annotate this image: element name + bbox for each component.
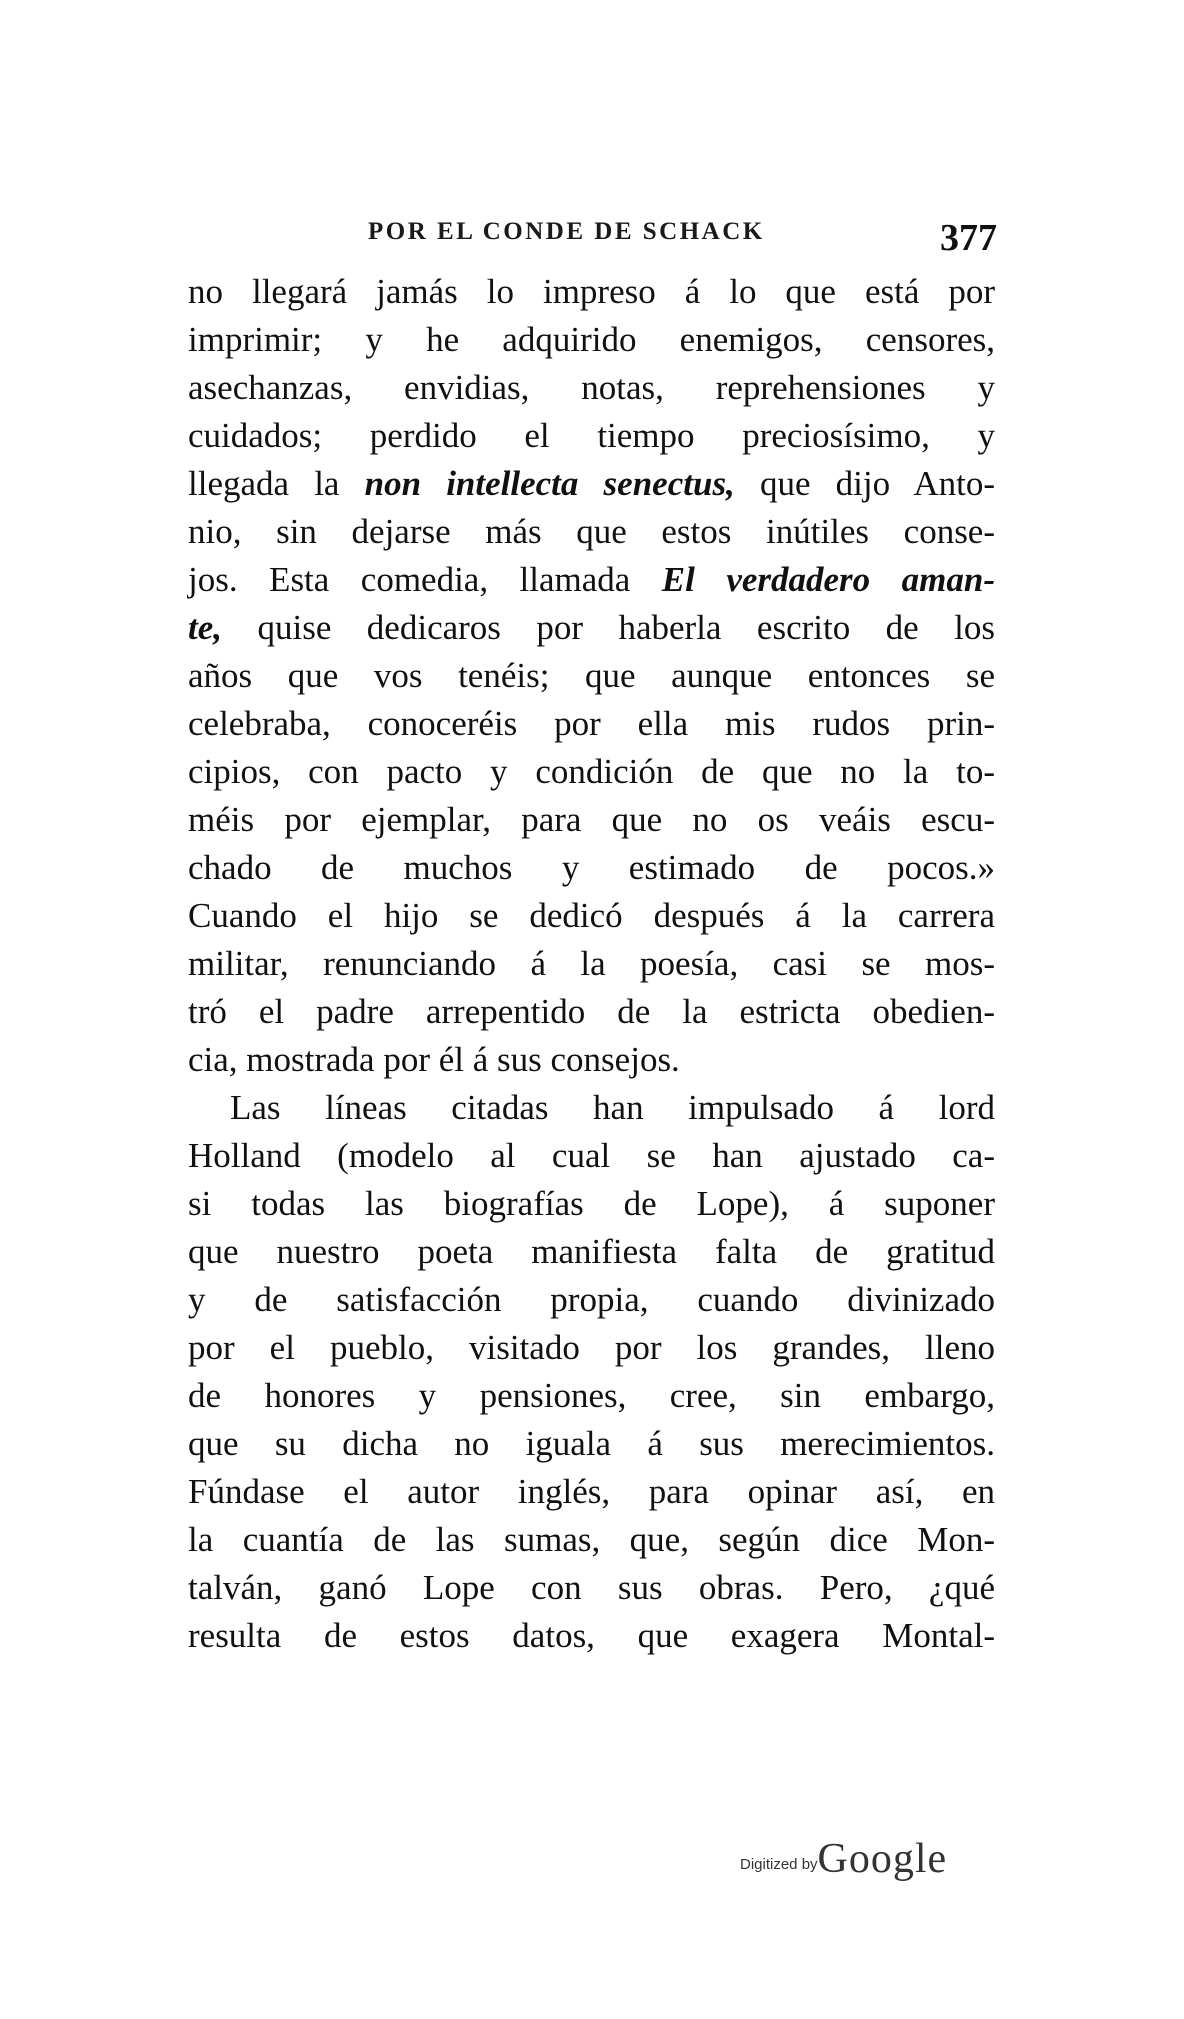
text-line: imprimir; y he adquirido enemigos, censores, <box>188 320 995 359</box>
italic-latin-quote: non intellecta senectus, <box>364 464 735 503</box>
text-line: asechanzas, envidias, notas, reprehensiones y <box>188 368 995 407</box>
italic-play-title: te, <box>188 608 223 647</box>
text-line: años que vos tenéis; que aunque entonces se <box>188 656 995 695</box>
text-line: que nuestro poeta manifiesta falta de gratitud <box>188 1232 995 1271</box>
text-line: resulta de estos datos, que exagera Montal- <box>188 1616 995 1655</box>
text-line <box>188 460 995 508</box>
text-line <box>188 556 995 604</box>
text-line: tró el padre arrepentido de la estricta obedien- <box>188 992 995 1031</box>
italic-play-title: El verdadero aman- <box>661 560 995 599</box>
text-line: la cuantía de las sumas, que, según dice Mon- <box>188 1520 995 1559</box>
text-line: por el pueblo, visitado por los grandes, lleno <box>188 1328 995 1367</box>
digitized-by-label: Digitized by <box>740 1856 818 1873</box>
text-line: y de satisfacción propia, cuando divinizado <box>188 1280 995 1319</box>
text-segment: jos. Esta comedia, llamada <box>188 560 662 599</box>
text-segment: que dijo Anto- <box>734 464 995 503</box>
page-number: 377 <box>940 217 997 259</box>
text-line: Holland (modelo al cual se han ajustado ca- <box>188 1136 995 1175</box>
text-line: nio, sin dejarse más que estos inútiles conse- <box>188 512 995 551</box>
text-line: no llegará jamás lo impreso á lo que está por <box>188 272 995 311</box>
text-line: Fúndase el autor inglés, para opinar así, en <box>188 1472 995 1511</box>
text-line: celebraba, conoceréis por ella mis rudos prin- <box>188 704 995 743</box>
digitization-watermark <box>740 1835 947 1883</box>
text-line: méis por ejemplar, para que no os veáis escu- <box>188 800 995 839</box>
text-line <box>188 604 995 652</box>
text-line: de honores y pensiones, cree, sin embargo, <box>188 1376 995 1415</box>
text-line: si todas las biografías de Lope), á suponer <box>188 1184 995 1223</box>
text-line: Las líneas citadas han impulsado á lord <box>230 1088 995 1127</box>
text-line: Cuando el hijo se dedicó después á la carrera <box>188 896 995 935</box>
text-segment: quise dedicaros por haberla escrito de los <box>222 608 995 647</box>
text-line: cipios, con pacto y condición de que no la to- <box>188 752 995 791</box>
body-text <box>188 268 995 1660</box>
text-line: chado de muchos y estimado de pocos.» <box>188 848 995 887</box>
text-line: cia, mostrada por él á sus consejos. <box>188 1040 680 1079</box>
text-segment: llegada la <box>188 464 365 503</box>
text-line: talván, ganó Lope con sus obras. Pero, ¿qué <box>188 1568 995 1607</box>
running-title: POR EL CONDE DE SCHACK <box>368 218 765 245</box>
text-line: cuidados; perdido el tiempo preciosísimo, y <box>188 416 995 455</box>
text-line: militar, renunciando á la poesía, casi se mos- <box>188 944 995 983</box>
google-logo: Google <box>817 1836 948 1882</box>
text-line: que su dicha no iguala á sus merecimientos. <box>188 1424 995 1463</box>
